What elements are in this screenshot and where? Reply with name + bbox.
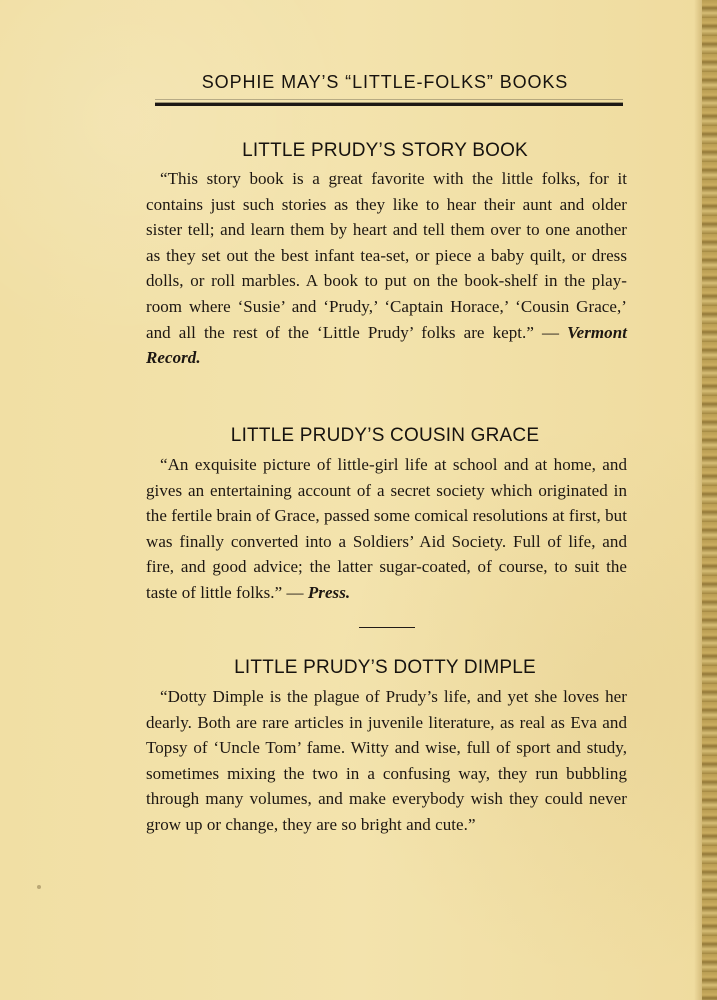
review-source: Vermont Record. — [146, 322, 627, 368]
review-text: “An exquisite picture of little-girl life at school and at home, and gives an entertaining account of a secret society which originated in the fertile brain of Grace, passed some comical resolutions at first, but was finally converted into a Soldiers’ Aid Society. Full of life, and fire, and good advice; the latter sugar-coated, of course, to suit the taste of little folks.” — — [146, 455, 627, 602]
page-edge — [702, 0, 717, 1000]
book-title-story-book: LITTLE PRUDY’S STORY BOOK — [242, 140, 528, 161]
book-review-cousin-grace — [146, 452, 627, 606]
review-source: Press. — [307, 582, 351, 602]
header-rule — [155, 103, 623, 106]
book-title-cousin-grace: LITTLE PRUDY’S COUSIN GRACE — [230, 425, 540, 446]
book-title-dotty-dimple: LITTLE PRUDY’S DOTTY DIMPLE — [234, 657, 536, 678]
review-text: “This story book is a great favorite with the little folks, for it contains just such stories as they like to hear their aunt and older sister tell; and learn them by heart and tell them over to one another as they set out the best infant tea-set, or piece a baby quilt, or dress dolls, or roll marbles. A book to put on the book-shelf in the play-room where ‘Susie’ and ‘Prudy,’ ‘Captain Horace,’ ‘Cousin Grace,’ and all the rest of the ‘Little Prudy’ folks are kept.” — — [146, 169, 627, 342]
series-header: SOPHIE MAY’S “LITTLE-FOLKS” BOOKS — [201, 72, 569, 92]
paper-speck — [37, 885, 41, 889]
review-text: “Dotty Dimple is the plague of Prudy’s life, and yet she loves her dearly. Both are rare articles in juvenile literature, as real as Eva and Topsy of ‘Uncle Tom’ fame. Witty and wise, full of sport and study, sometimes mixing the two in a confusing way, they run bubbling through many volumes, and make everybody wish they could never grow up or change, they are so bright and cute.” — [146, 687, 627, 834]
book-review-dotty-dimple — [146, 684, 627, 838]
book-review-story-book — [146, 166, 627, 371]
section-divider — [359, 627, 415, 628]
